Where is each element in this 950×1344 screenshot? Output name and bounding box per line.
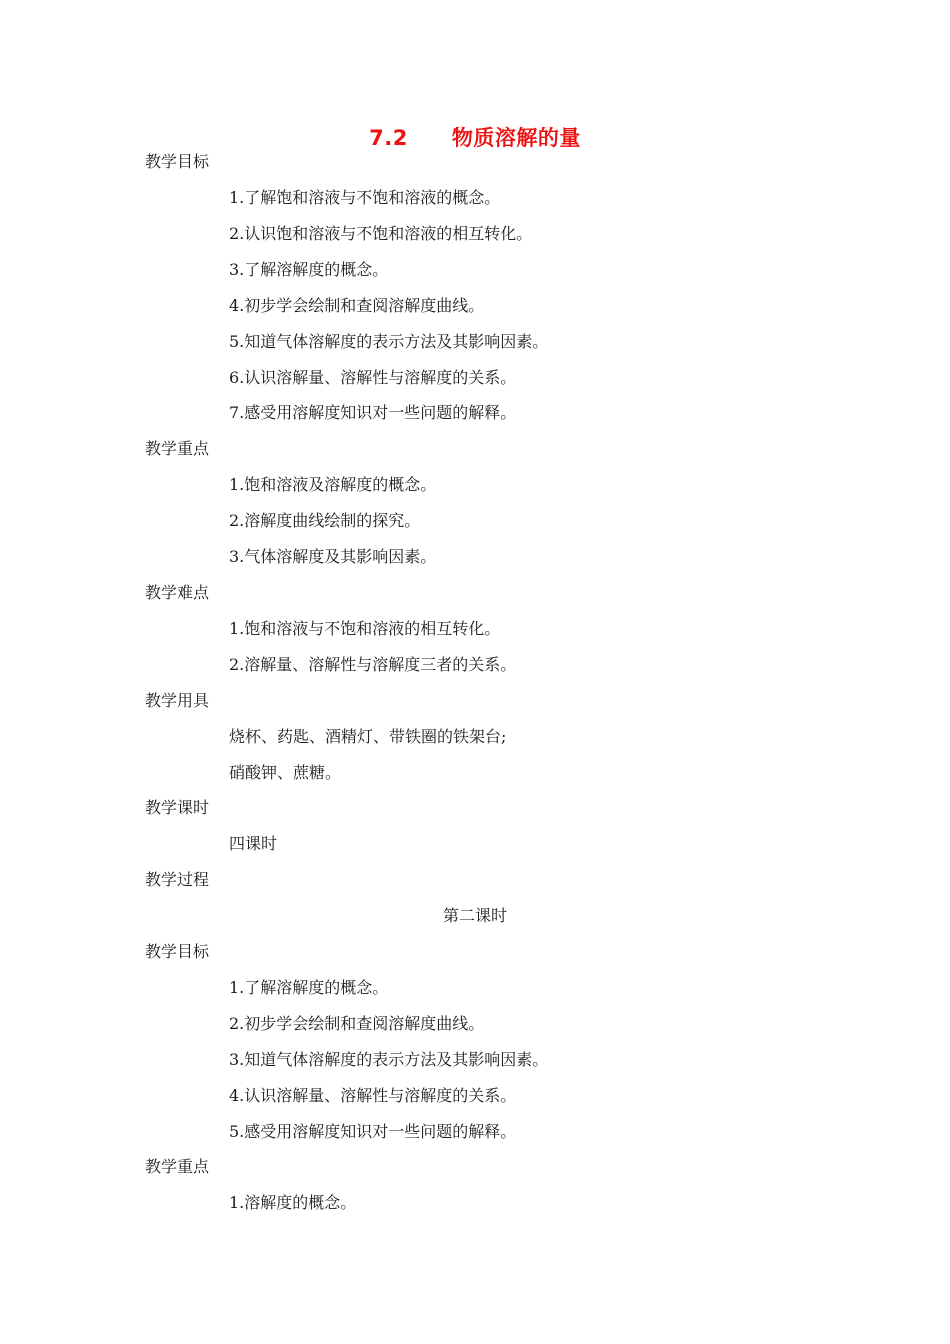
section-heading-objectives: 教学目标 [145, 152, 210, 171]
material-item: 硝酸钾、蔗糖。 [229, 763, 342, 782]
objective-item: 2.初步学会绘制和查阅溶解度曲线。 [229, 1014, 485, 1033]
key-point-item: 2.溶解度曲线绘制的探究。 [229, 511, 421, 530]
section-heading-difficulties: 教学难点 [145, 583, 210, 602]
objective-item: 3.知道气体溶解度的表示方法及其影响因素。 [229, 1050, 549, 1069]
title-text: 物质溶解的量 [451, 126, 581, 150]
objective-item: 4.认识溶解量、溶解性与溶解度的关系。 [229, 1086, 517, 1105]
objective-item: 1.了解饱和溶液与不饱和溶液的概念。 [229, 188, 501, 207]
period-item: 四课时 [229, 834, 278, 853]
objective-item: 2.认识饱和溶液与不饱和溶液的相互转化。 [229, 224, 533, 243]
section-heading-objectives-2: 教学目标 [145, 942, 210, 961]
material-item: 烧杯、药匙、酒精灯、带铁圈的铁架台; [229, 727, 507, 746]
difficulty-item: 1.饱和溶液与不饱和溶液的相互转化。 [229, 619, 501, 638]
objective-item: 4.初步学会绘制和查阅溶解度曲线。 [229, 296, 485, 315]
section-heading-key-points-2: 教学重点 [145, 1157, 210, 1176]
key-point-item: 1.饱和溶液及溶解度的概念。 [229, 475, 437, 494]
title-number: 7.2 [369, 126, 408, 150]
section-heading-process: 教学过程 [145, 870, 210, 889]
page-title [0, 122, 950, 152]
objective-item: 3.了解溶解度的概念。 [229, 260, 389, 279]
key-point-item: 3.气体溶解度及其影响因素。 [229, 547, 437, 566]
objective-item: 6.认识溶解量、溶解性与溶解度的关系。 [229, 368, 517, 387]
lesson-subtitle: 第二课时 [442, 906, 507, 925]
section-heading-materials: 教学用具 [145, 691, 210, 710]
objective-item: 7.感受用溶解度知识对一些问题的解释。 [229, 403, 517, 422]
objective-item: 5.知道气体溶解度的表示方法及其影响因素。 [229, 332, 549, 351]
section-heading-key-points: 教学重点 [145, 439, 210, 458]
key-point-item: 1.溶解度的概念。 [229, 1193, 357, 1212]
objective-item: 1.了解溶解度的概念。 [229, 978, 389, 997]
difficulty-item: 2.溶解量、溶解性与溶解度三者的关系。 [229, 655, 517, 674]
section-heading-periods: 教学课时 [145, 798, 210, 817]
objective-item: 5.感受用溶解度知识对一些问题的解释。 [229, 1122, 517, 1141]
